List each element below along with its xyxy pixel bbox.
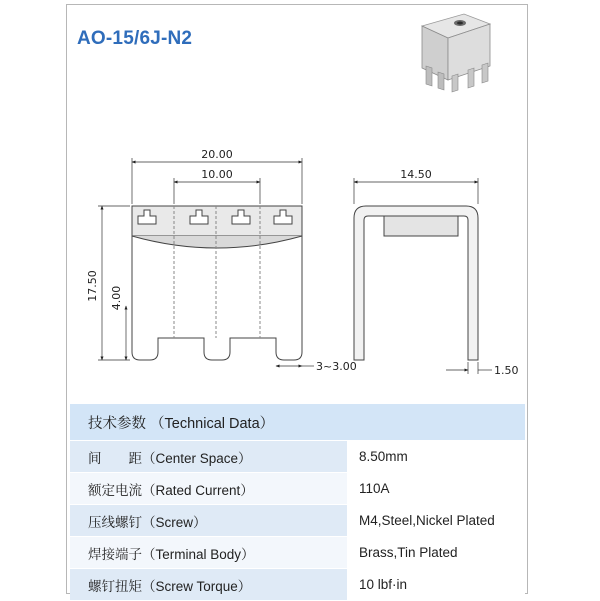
dim-center-space: 10.00: [201, 168, 233, 181]
dim-width-total: 20.00: [201, 148, 233, 161]
front-view: [132, 206, 302, 360]
row-value: Brass,Tin Plated: [347, 537, 525, 568]
side-view: [354, 206, 478, 360]
dim-thickness: 1.50: [494, 364, 519, 377]
table-header: [70, 404, 525, 441]
dim-side-width: 14.50: [400, 168, 432, 181]
row-label: 螺钉扭矩（Screw Torque）: [88, 578, 252, 594]
table-row: [70, 441, 525, 473]
row-value: 8.50mm: [347, 441, 525, 472]
table-header-label: 技术参数 （Technical Data）: [88, 415, 275, 432]
technical-data-table: [70, 404, 525, 601]
product-photo: [408, 6, 498, 94]
technical-drawing: [66, 140, 528, 390]
table-row: [70, 473, 525, 505]
dim-pin-width: 3~3.00: [316, 360, 357, 373]
table-row: [70, 505, 525, 537]
row-value: M4,Steel,Nickel Plated: [347, 505, 525, 536]
dim-height-total: 17.50: [86, 270, 99, 302]
table-row: [70, 537, 525, 569]
dim-slot-depth: 4.00: [110, 285, 123, 311]
row-value: 110A: [347, 473, 525, 504]
row-label: 焊接端子（Terminal Body）: [88, 546, 255, 562]
row-label: 额定电流（Rated Current）: [88, 482, 254, 498]
product-title: AO-15/6J-N2: [77, 28, 193, 49]
row-label: 压线螺钉（Screw）: [88, 514, 207, 530]
row-value: 10 lbf·in: [347, 569, 525, 600]
row-label: 间 距（Center Space）: [88, 450, 252, 466]
table-row: [70, 569, 525, 601]
